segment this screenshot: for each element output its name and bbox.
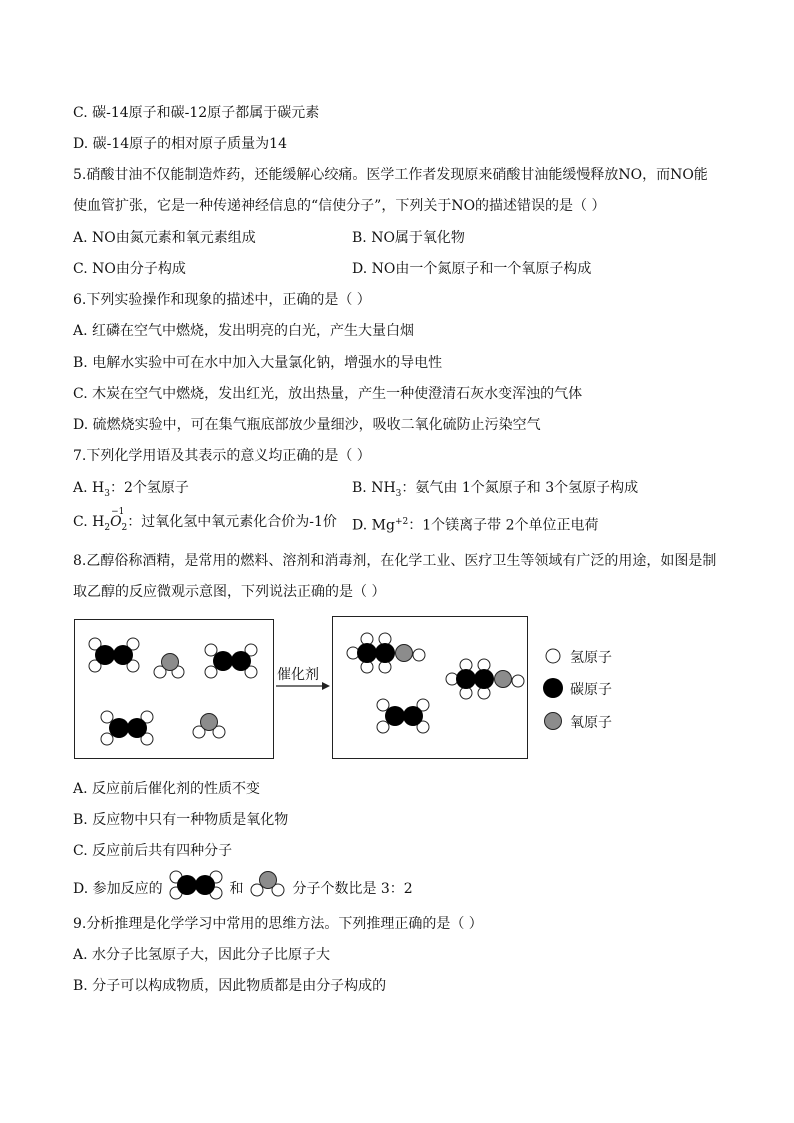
q7-d-formula: D. Mg <box>352 517 395 534</box>
legend-oxygen-label: 氧原子 <box>570 715 612 731</box>
q7-d-text: ：1个镁离子带 2个单位正电荷 <box>408 517 599 534</box>
q7-c-subscript1: 2 <box>104 522 111 533</box>
products-box <box>332 616 528 759</box>
ethylene-molecule <box>205 644 257 678</box>
ethylene-molecule <box>101 711 153 745</box>
q6-stem: 6.下列实验操作和现象的描述中，正确的是（ ） <box>73 292 371 308</box>
q7-stem: 7.下列化学用语及其表示的意义均正确的是（ ） <box>73 448 371 464</box>
q7-c-oxygen: O <box>110 514 122 530</box>
ethylene-molecule <box>89 638 139 672</box>
ethanol-molecule <box>446 659 524 699</box>
oxygen-atom-icon <box>545 713 562 730</box>
q8-option-b: B. 反应物中只有一种物质是氧化物 <box>73 812 289 828</box>
q5-option-c: C. NO由分子构成 <box>73 261 186 277</box>
q7-b-subscript: 3 <box>395 488 402 499</box>
atom-legend <box>540 646 564 738</box>
products-molecules <box>333 617 527 758</box>
q4-option-d: D. 碳-14原子的相对原子质量为14 <box>73 136 287 152</box>
q5-option-a: A. NO由氮元素和氧元素组成 <box>73 230 256 246</box>
q6-option-a: A. 红磷在空气中燃烧，发出明亮的白光，产生大量白烟 <box>73 323 415 339</box>
q8-option-d <box>73 878 413 900</box>
q6-option-c: C. 木炭在空气中燃烧，发出红光，放出热量，产生一种使澄清石灰水变浑浊的气体 <box>73 386 583 402</box>
q9-option-a: A. 水分子比氢原子大，因此分子比原子大 <box>73 947 331 963</box>
reactants-molecules <box>75 620 273 758</box>
q8-option-c: C. 反应前后共有四种分子 <box>73 843 233 859</box>
water-molecule <box>193 714 225 739</box>
q7-option-b <box>352 479 638 503</box>
q8-stem-line1: 8.乙醇俗称酒精，是常用的燃料、溶剂和消毒剂，在化学工业、医疗卫生等领域有广泛的用途，如图是制 <box>73 553 717 569</box>
reactants-box <box>74 619 274 759</box>
hydrogen-atom-icon <box>546 649 560 663</box>
q8-d-text-mid: 和 <box>229 881 244 897</box>
water-molecule-icon <box>250 870 286 900</box>
q6-option-d: D. 硫燃烧实验中，可在集气瓶底部放少量细沙，吸收二氧化硫防止污染空气 <box>73 417 541 433</box>
reaction-arrow-icon <box>274 680 334 692</box>
legend-carbon-label: 碳原子 <box>570 682 612 698</box>
q7-option-a <box>73 479 189 503</box>
ethylene-molecule <box>377 699 429 733</box>
carbon-atom-icon <box>543 678 563 698</box>
q7-c-oxygen-valence <box>110 507 125 531</box>
q7-a-text: ：2个氢原子 <box>109 480 189 496</box>
q7-option-d <box>352 513 598 535</box>
q7-c-valence: −1 <box>111 507 125 517</box>
q5-option-d: D. NO由一个氮原子和一个氧原子构成 <box>352 261 592 277</box>
q8-d-text-post: 分子个数比是 3：2 <box>292 881 413 897</box>
q9-stem: 9.分析推理是化学学习中常用的思维方法。下列推理正确的是（ ） <box>73 916 483 932</box>
q5-stem-line2: 使血管扩张，它是一种传递神经信息的“信使分子”，下列关于NO的描述错误的是（ ） <box>73 198 606 214</box>
q7-a-formula: A. H <box>73 480 105 496</box>
ethanol-molecule <box>347 633 425 673</box>
q4-option-c: C. 碳-14原子和碳-12原子都属于碳元素 <box>73 105 320 121</box>
q8-stem-line2: 取乙醇的反应微观示意图，下列说法正确的是（ ） <box>73 584 386 600</box>
q7-option-c <box>73 507 337 537</box>
q7-c-subscript2: 2 <box>121 522 128 533</box>
q7-b-text: ：氨气由 1个氮原子和 3个氢原子构成 <box>401 480 639 496</box>
q9-option-b: B. 分子可以构成物质，因此物质都是由分子构成的 <box>73 978 387 994</box>
q8-d-text-pre: D. 参加反应的 <box>73 881 163 897</box>
q6-option-b: B. 电解水实验中可在水中加入大量氯化钠，增强水的导电性 <box>73 355 443 371</box>
water-molecule <box>154 654 184 679</box>
q8-option-a: A. 反应前后催化剂的性质不变 <box>73 781 261 797</box>
q5-option-b: B. NO属于氧化物 <box>352 230 465 246</box>
q7-a-subscript: 3 <box>104 488 110 499</box>
ethylene-molecule-icon <box>169 870 223 900</box>
q7-c-text: ：过氧化氢中氧元素化合价为-1价 <box>127 514 337 530</box>
catalyst-label: 催化剂 <box>277 667 319 683</box>
q5-stem-line1: 5.硝酸甘油不仅能制造炸药，还能缓解心绞痛。医学工作者发现原来硝酸甘油能缓慢释放NO，而NO能 <box>73 167 708 183</box>
q7-d-charge: +2 <box>394 517 409 527</box>
legend-hydrogen-label: 氢原子 <box>570 650 612 666</box>
q7-b-formula: B. NH <box>352 480 396 496</box>
q7-c-formula-h: C. H <box>73 514 105 530</box>
